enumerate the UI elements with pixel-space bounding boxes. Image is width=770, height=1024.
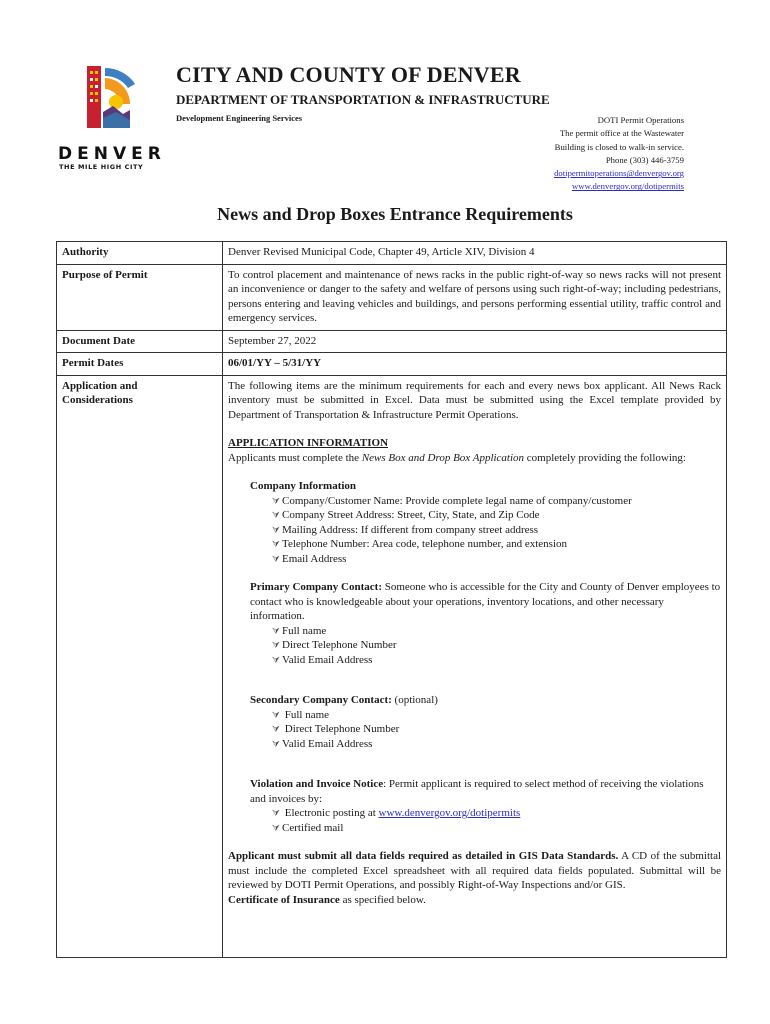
text-span: A CD of the submittal must include the completed Excel spreadsheet with all required data fields populated. Submittal will be reviewed by DOTI Permit Operations, and possibly Right-of-Way Inspections and/or GIS. — [228, 850, 722, 891]
arrow-bullet-icon: ⮛ — [272, 510, 280, 520]
row-value: To control placement and maintenance of news racks in the public right-of-way so news racks will not present an inconvenience or danger to the safety and welfare of persons using such right-of-way; including pedestrians, persons entering and leaving vehicles and buildings, and persons performing essential utility, traffic control and emergency services. — [223, 264, 727, 330]
list-item — [272, 508, 721, 523]
document-title: News and Drop Boxes Entrance Requirements — [217, 204, 573, 224]
arrow-bullet-icon: ⮛ — [272, 808, 280, 818]
division-name: Development Engineering Services — [176, 113, 303, 123]
list-item — [272, 552, 721, 567]
row-value: 06/01/YY – 5/31/YY — [223, 353, 727, 376]
list-item — [272, 537, 721, 552]
list-item-text: Telephone Number: Area code, telephone number, and extension — [282, 538, 567, 550]
contact-note-2: Building is closed to walk-in service. — [554, 141, 684, 152]
denver-logo-mark-icon — [58, 62, 138, 134]
row-value: Denver Revised Municipal Code, Chapter 49, Article XIV, Division 4 — [223, 242, 727, 265]
contact-note-1: The permit office at the Wastewater — [559, 128, 684, 139]
text-span: (optional) — [391, 694, 438, 706]
list-item — [272, 653, 721, 668]
table-row — [57, 375, 727, 957]
company-info-list — [250, 494, 721, 567]
text-span: Electronic posting at — [282, 807, 379, 819]
application-info-heading: APPLICATION INFORMATION — [228, 437, 389, 449]
list-item-text: Mailing Address: If different from company street address — [282, 523, 539, 536]
list-item-text: Full name — [282, 708, 330, 721]
text-span: as specified below. — [339, 893, 426, 906]
row-label: Purpose of Permit — [57, 264, 223, 330]
violation-text — [250, 777, 721, 806]
violation-section — [250, 777, 721, 835]
row-label-line: Considerations — [62, 394, 133, 406]
gis-heading: Applicant must submit all data fields required as detailed in GIS Data Standards. — [228, 850, 619, 862]
arrow-bullet-icon: ⮛ — [272, 654, 280, 665]
denver-logo — [58, 62, 166, 174]
table-row — [57, 264, 727, 330]
arrow-bullet-icon: ⮛ — [272, 495, 280, 506]
arrow-bullet-icon: ⮛ — [272, 625, 280, 636]
secondary-contact-text — [250, 693, 721, 708]
text-span: completely providing the following: — [524, 451, 686, 464]
contact-phone: Phone (303) 446-3759 — [605, 154, 684, 165]
arrow-bullet-icon: ⮛ — [272, 724, 280, 734]
row-label — [57, 375, 223, 957]
application-intro: The following items are the minimum requirements for each and every news box applicant. All News Rack inventory must be submitted in Excel. Data must be submitted using the Excel template provided by Department of Transportation & Infrastructure Permit Operations. — [228, 379, 721, 421]
logo-wordmark: DENVER — [58, 144, 166, 164]
list-item — [272, 722, 721, 737]
list-item — [272, 708, 721, 723]
company-info-section — [250, 479, 721, 566]
arrow-bullet-icon: ⮛ — [272, 738, 280, 749]
contact-office: DOTI Permit Operations — [597, 115, 684, 125]
org-title: CITY AND COUNTY OF DENVER — [176, 62, 521, 87]
secondary-contact-list — [250, 708, 721, 752]
text-span: Applicants must complete the — [228, 451, 362, 464]
arrow-bullet-icon: ⮛ — [272, 553, 280, 564]
table-row — [57, 330, 727, 353]
dept-title: DEPARTMENT OF TRANSPORTATION & INFRASTRUCTURE — [176, 92, 550, 107]
table-row — [57, 242, 727, 265]
arrow-bullet-icon: ⮛ — [272, 539, 280, 549]
application-form-name: News Box and Drop Box Application — [361, 451, 525, 464]
row-label: Permit Dates — [57, 353, 223, 376]
list-item-text: Company/Customer Name: Provide complete legal name of company/customer — [282, 494, 632, 507]
table-row — [57, 353, 727, 376]
primary-contact-section — [250, 580, 721, 667]
list-item — [272, 494, 721, 509]
primary-contact-heading: Primary Company Contact: — [250, 581, 382, 593]
row-label: Document Date — [57, 330, 223, 353]
arrow-bullet-icon: ⮛ — [272, 709, 280, 720]
row-value: September 27, 2022 — [223, 330, 727, 353]
list-item-text: Valid Email Address — [282, 737, 373, 750]
arrow-bullet-icon: ⮛ — [272, 524, 280, 535]
insurance-heading: Certificate of Insurance — [228, 893, 340, 906]
text-span: Someone who is accessible for the City and County of Denver employees to contact who is knowledgeable about your operations, inventory locations, and other necessary information. — [250, 581, 721, 622]
application-details — [223, 375, 727, 957]
list-item-text: Full name — [282, 624, 327, 637]
list-item-text: Direct Telephone Number — [282, 723, 400, 735]
arrow-bullet-icon: ⮛ — [272, 822, 280, 833]
contact-email-link[interactable]: dotipermitoperations@denvergov.org — [554, 168, 684, 179]
violation-heading: Violation and Invoice Notice — [250, 778, 384, 790]
list-item — [272, 737, 721, 752]
application-info-text — [228, 451, 721, 466]
row-label-line: Application and — [62, 379, 138, 392]
list-item-text: Company Street Address: Street, City, State, and Zip Code — [282, 509, 540, 521]
dotipermits-link[interactable]: www.denvergov.org/dotipermits — [378, 807, 521, 819]
text-span: Certified mail — [282, 821, 344, 834]
list-item — [272, 806, 721, 821]
list-item-text: Direct Telephone Number — [282, 639, 397, 651]
primary-contact-list — [250, 624, 721, 668]
contact-block — [554, 114, 684, 194]
list-item — [272, 638, 721, 653]
arrow-bullet-icon: ⮛ — [272, 640, 280, 650]
logo-tagline: THE MILE HIGH CITY — [59, 163, 144, 171]
contact-web-link[interactable]: www.denvergov.org/dotipermits — [572, 181, 684, 192]
text-span: : Permit applicant is required to select method of receiving the violations and invoices by: — [250, 778, 704, 805]
list-item — [272, 624, 721, 639]
primary-contact-text — [250, 580, 721, 624]
list-item-text: Email Address — [282, 552, 347, 565]
secondary-contact-heading: Secondary Company Contact: — [250, 694, 392, 706]
secondary-contact-section — [250, 693, 721, 751]
list-item-text: Valid Email Address — [282, 653, 373, 666]
insurance-requirement — [228, 893, 721, 908]
requirements-table — [56, 241, 727, 958]
list-item — [272, 821, 721, 836]
row-label: Authority — [57, 242, 223, 265]
list-item — [272, 523, 721, 538]
gis-requirement — [228, 849, 721, 893]
company-info-heading: Company Information — [250, 480, 357, 492]
